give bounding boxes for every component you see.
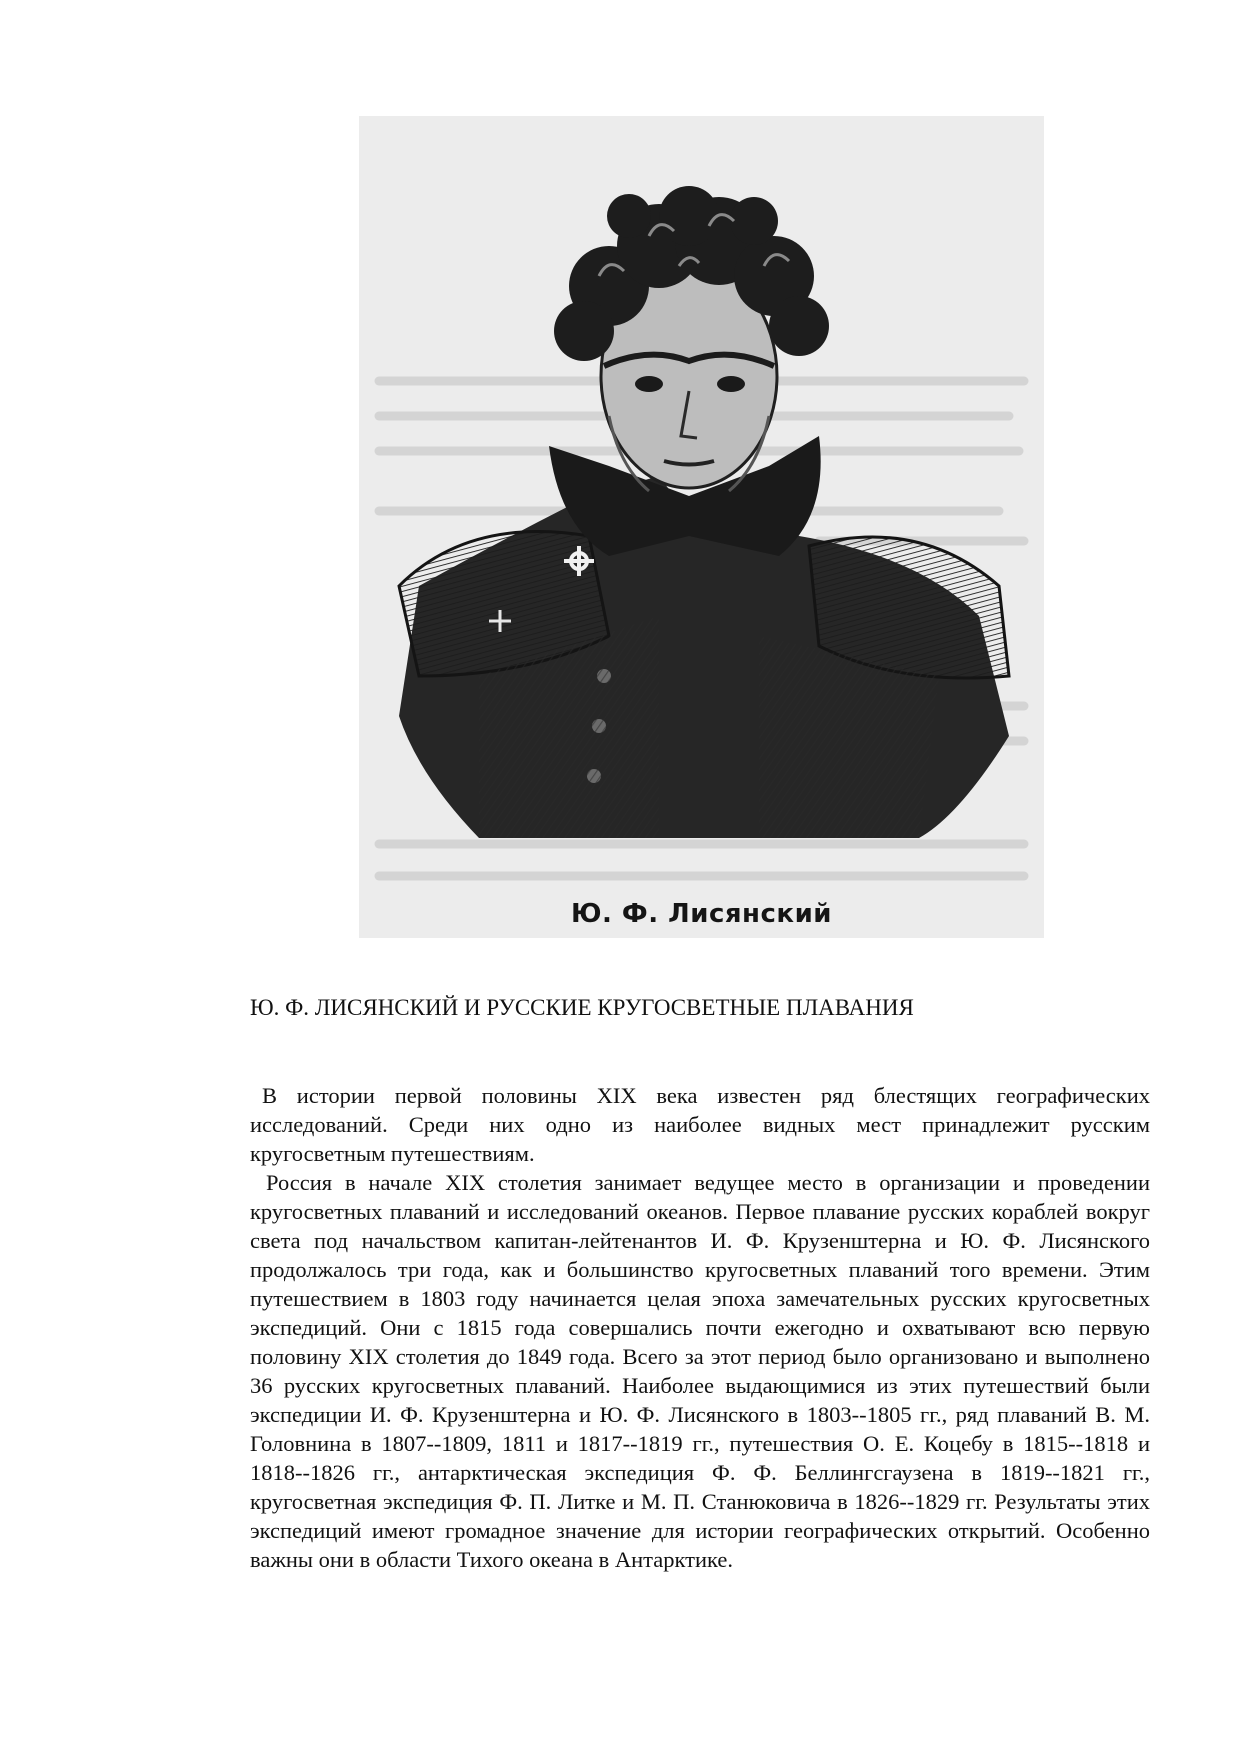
portrait-engraving [359,116,1044,938]
article-title: Ю. Ф. ЛИСЯНСКИЙ И РУССКИЕ КРУГОСВЕТНЫЕ ПЛАВАНИЯ [250,995,914,1020]
article-body [250,1081,1150,1574]
portrait-caption: Ю. Ф. Лисянский [570,899,833,929]
portrait-figure [359,116,1044,938]
paragraph-main: Россия в начале XIX столетия занимает ведущее место в организации и проведении кругосветных плаваний и исследований океанов. Первое плавание русских кораблей вокруг света под начальством капитан-лейтенантов И. Ф. Крузенштерна и Ю. Ф. Лисянского продолжалось три года, как и большинство кругосветных плаваний того времени. Этим путешествием в 1803 году начинается целая эпоха замечательных русских кругосветных экспедиций. Они с 1815 года совершались почти ежегодно и охватывают всю первую половину XIX столетия до 1849 года. Всего за этот период было организовано и выполнено 36 русских кругосветных плаваний. Наиболее выдающимися из этих путешествий были экспедиции И. Ф. Крузенштерна и Ю. Ф. Лисянского в 1803--1805 гг., ряд плаваний В. М. Головнина в 1807--1809, 1811 и 1817--1819 гг., путешествия О. Е. Коцебу в 1815--1818 и 1818--1826 гг., антарктическая экспедиция Ф. Ф. Беллингсгаузена в 1819--1821 гг., кругосветная экспедиция Ф. П. Литке и М. П. Станюковича в 1826--1829 гг. Результаты этих экспедиций имеют громадное значение для истории географических открытий. Особенно важны они в области Тихого океана в Антарктике. [250,1170,1150,1572]
paragraph-intro: В истории первой половины XIX века известен ряд блестящих географических исследований. Среди них одно из наиболее видных мест принадлежит русским кругосветным путешествиям. [250,1083,1150,1166]
